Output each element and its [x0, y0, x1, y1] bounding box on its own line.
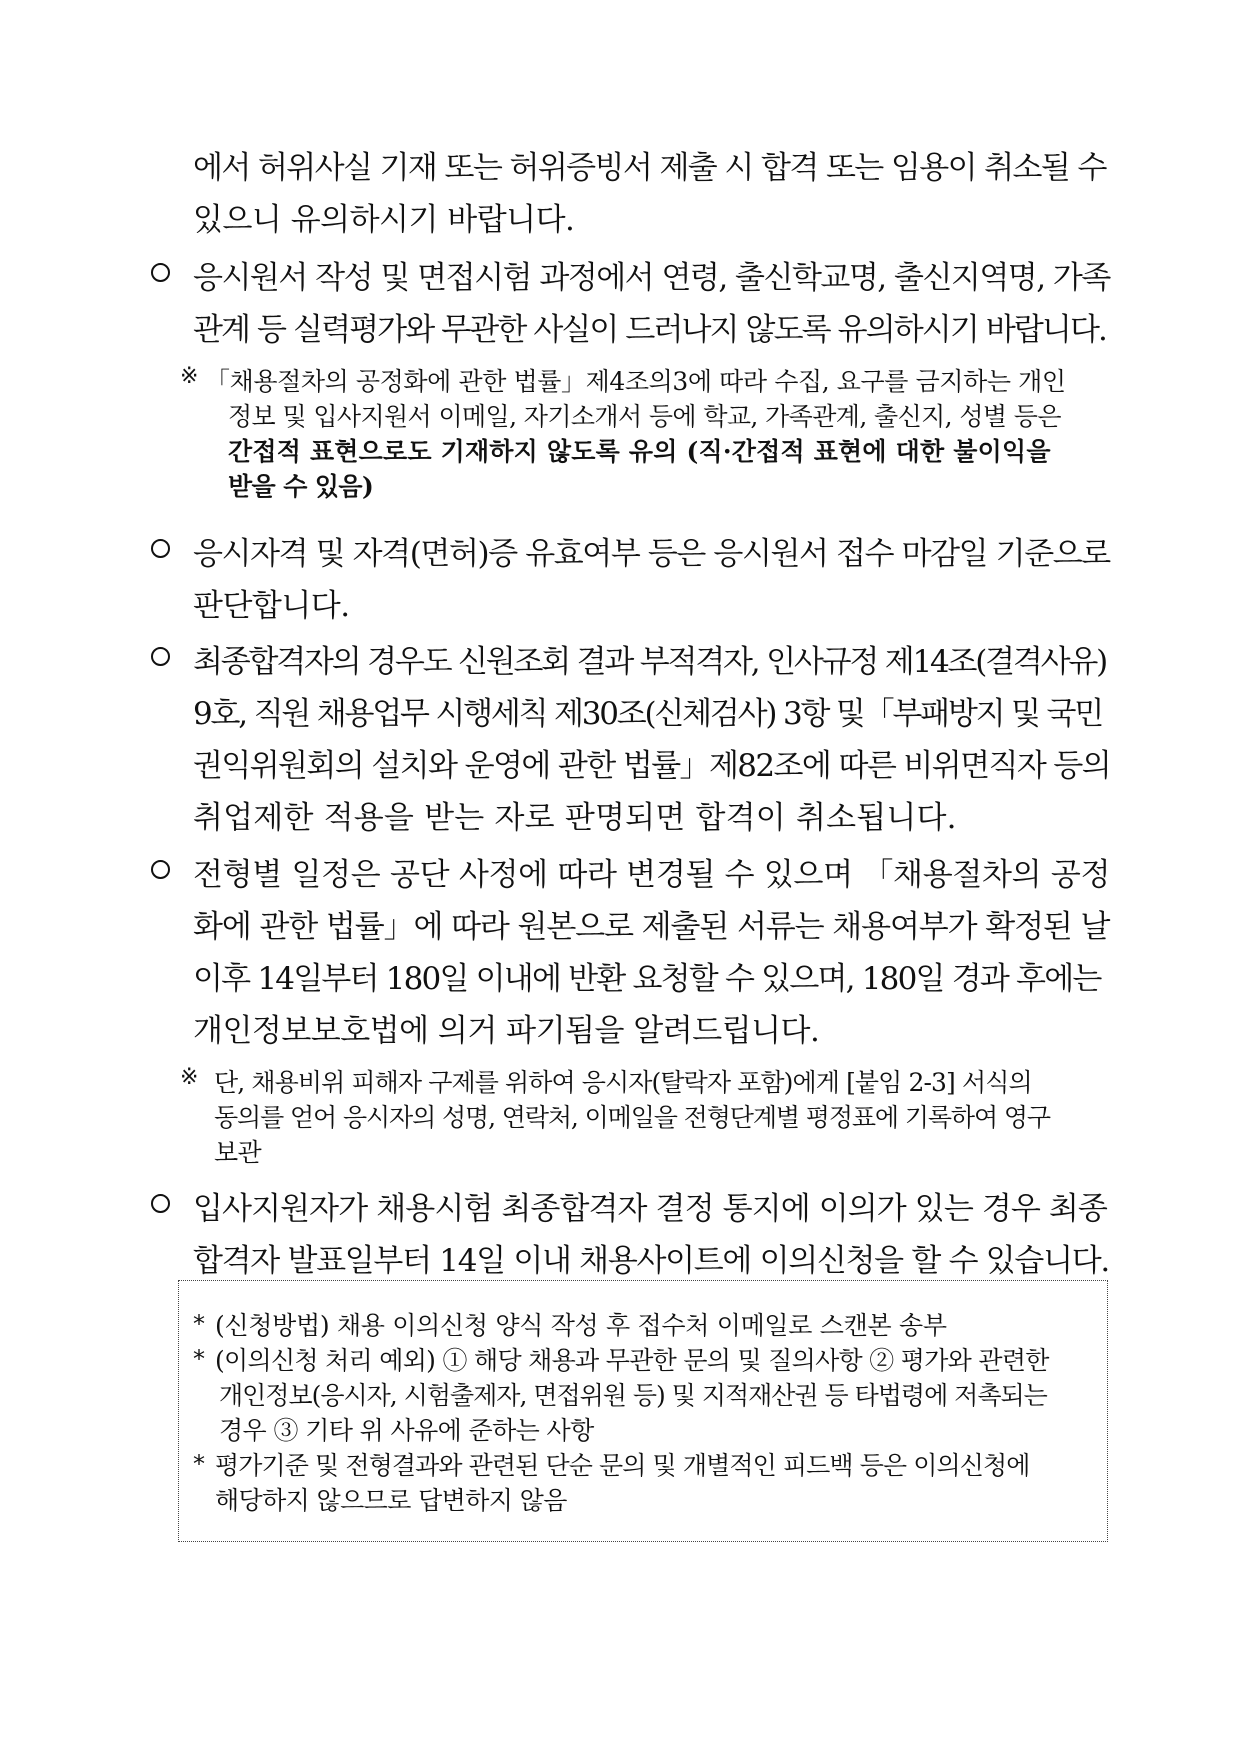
- asterisk-mark: *: [193, 1345, 205, 1373]
- item-3-line-2: 9호, 직원 채용업무 시행세칙 제30조(신체검사) 3항 및「부패방지 및 국민: [193, 696, 1102, 732]
- circle-bullet-icon: [151, 860, 170, 879]
- item-3-line-4: 취업제한 적용을 받는 자로 판명되면 합격이 취소됩니다.: [193, 800, 957, 836]
- item-4-note-line-3: 보관: [214, 1138, 262, 1167]
- box-line-5: 평가기준 및 전형결과와 관련된 단순 문의 및 개별적인 피드백 등은 이의신청에: [215, 1451, 1030, 1480]
- item-4-note-line-1: 단, 채용비위 피해자 구제를 위하여 응시자(탈락자 포함)에게 [붙임 2-3] 서식의: [214, 1068, 1032, 1097]
- item-1-note-line-1: 「채용절차의 공정화에 관한 법률」제4조의3에 따라 수집, 요구를 금지하는 개인: [205, 367, 1066, 396]
- paragraph-line: [193, 194, 574, 239]
- item-3-line-3: 권익위원회의 설치와 운영에 관한 법률」제82조에 따른 비위면직자 등의: [193, 748, 1111, 784]
- item-4-line-1: 전형별 일정은 공단 사정에 따라 변경될 수 있으며 「채용절차의 공정: [193, 857, 1111, 893]
- note-mark-icon: ※: [180, 1065, 199, 1090]
- note-mark-icon: ※: [180, 364, 199, 389]
- circle-bullet-icon: [151, 647, 170, 666]
- item-4-line-4: 개인정보보호법에 의거 파기됨을 알려드립니다.: [193, 1013, 820, 1049]
- item-5-line-2: 합격자 발표일부터 14일 이내 채용사이트에 이의신청을 할 수 있습니다.: [193, 1243, 1109, 1279]
- circle-bullet-icon: [151, 1194, 170, 1213]
- item-3-line-1: 최종합격자의 경우도 신원조회 결과 부적격자, 인사규정 제14조(결격사유): [193, 644, 1107, 680]
- paragraph-text: 있으니 유의하시기 바랍니다.: [193, 202, 575, 238]
- objection-info-box: [178, 1280, 1108, 1542]
- item-2-line-2: 판단합니다.: [193, 588, 350, 624]
- item-1-line-2: 관계 등 실력평가와 무관한 사실이 드러나지 않도록 유의하시기 바랍니다.: [193, 312, 1106, 348]
- item-4-line-2: 화에 관한 법률」에 따라 원본으로 제출된 서류는 채용여부가 확정된 날: [193, 909, 1110, 945]
- item-1-note-line-2: 정보 및 입사지원서 이메일, 자기소개서 등에 학교, 가족관계, 출신지, 성별 등은: [228, 402, 1061, 431]
- box-line-4: 경우 ③ 기타 위 사유에 준하는 사항: [219, 1416, 594, 1445]
- item-1-note-line-4: 받을 수 있음): [228, 472, 374, 501]
- asterisk-mark: *: [193, 1310, 205, 1338]
- item-1-line-1: 응시원서 작성 및 면접시험 과정에서 연령, 출신학교명, 출신지역명, 가족: [193, 260, 1110, 296]
- item-4-line-3: 이후 14일부터 180일 이내에 반환 요청할 수 있으며, 180일 경과 후에는: [193, 961, 1101, 997]
- box-line-1: (신청방법) 채용 이의신청 양식 작성 후 접수처 이메일로 스캔본 송부: [215, 1311, 947, 1340]
- box-line-3: 개인정보(응시자, 시험출제자, 면접위원 등) 및 지적재산권 등 타법령에 저촉되는: [219, 1381, 1047, 1410]
- item-5-line-1: 입사지원자가 채용시험 최종합격자 결정 통지에 이의가 있는 경우 최종: [193, 1191, 1107, 1227]
- item-1-note-line-3: 간접적 표현으로도 기재하지 않도록 유의 (직·간접적 표현에 대한 불이익을: [228, 437, 1051, 466]
- box-line-2: (이의신청 처리 예외) ① 해당 채용과 무관한 문의 및 질의사항 ② 평가와 관련한: [215, 1346, 1049, 1375]
- item-2-line-1: 응시자격 및 자격(면허)증 유효여부 등은 응시원서 접수 마감일 기준으로: [193, 536, 1110, 572]
- asterisk-mark: *: [193, 1450, 205, 1478]
- item-4-note-line-2: 동의를 얻어 응시자의 성명, 연락처, 이메일을 전형단계별 평정표에 기록하여 영구: [214, 1103, 1050, 1132]
- paragraph-text: 에서 허위사실 기재 또는 허위증빙서 제출 시 합격 또는 임용이 취소될 수: [193, 150, 1106, 186]
- circle-bullet-icon: [151, 539, 170, 558]
- box-line-6: 해당하지 않으므로 답변하지 않음: [215, 1486, 567, 1515]
- paragraph-line: [193, 142, 1113, 187]
- circle-bullet-icon: [151, 263, 170, 282]
